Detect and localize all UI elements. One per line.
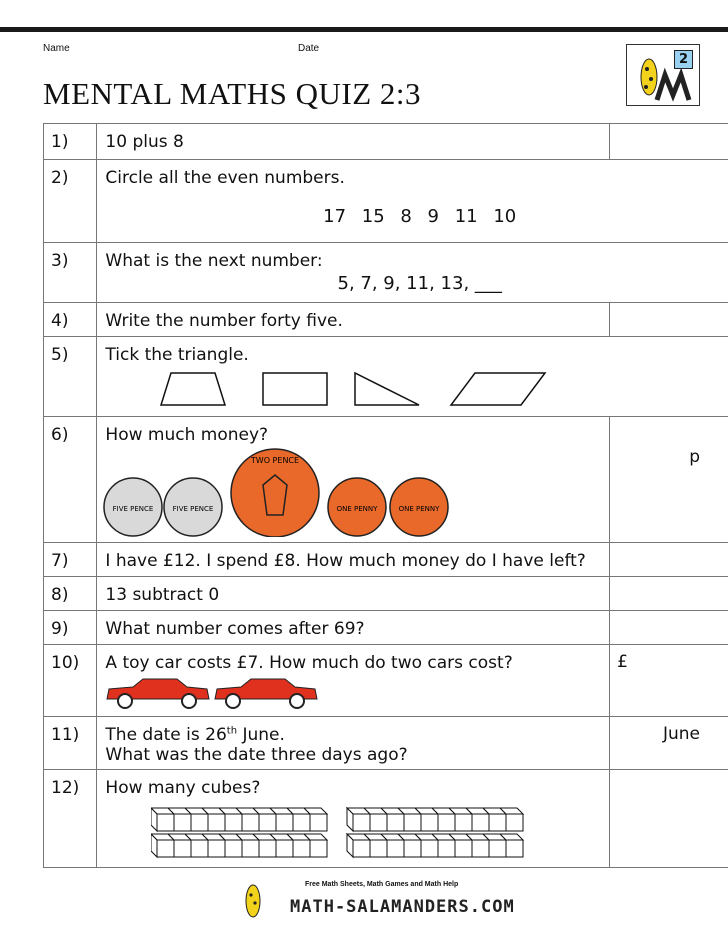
cube: [387, 840, 404, 857]
date-label: Date: [298, 43, 320, 54]
question-number: 12): [44, 770, 97, 868]
question-text: The date is 26th June.: [105, 725, 285, 745]
cube: [225, 840, 242, 857]
question-number: 1): [44, 124, 97, 160]
cube: [208, 814, 225, 831]
grade-badge: 2: [674, 50, 693, 69]
answer-unit: June: [662, 724, 700, 744]
cube: [353, 840, 370, 857]
page-title: MENTAL MATHS QUIZ 2:3: [43, 76, 421, 111]
answer-box[interactable]: [610, 577, 728, 611]
number-sequence: 5, 7, 9, 11, 13, ___: [337, 273, 502, 294]
question-text: I have £12. I spend £8. How much money do I have left?: [97, 543, 610, 577]
question-row: [44, 611, 728, 645]
coin-five-pence: [104, 478, 162, 536]
footer-logo: [235, 875, 515, 923]
quiz-table: [43, 123, 728, 868]
question-number: 4): [44, 303, 97, 337]
answer-box[interactable]: [610, 543, 728, 577]
question-row: [44, 303, 728, 337]
question-text: What is the next number:: [105, 251, 323, 271]
cube: [276, 840, 293, 857]
question-number: 3): [44, 243, 97, 303]
cube: [472, 814, 489, 831]
cube: [157, 814, 174, 831]
cars-row: [103, 675, 333, 711]
cube: [421, 840, 438, 857]
answer-unit: p: [689, 447, 700, 467]
question-text: How many cubes?: [105, 778, 261, 798]
cube: [225, 814, 242, 831]
top-rule: [0, 27, 728, 32]
toy-car: [107, 679, 209, 708]
question-text: Tick the triangle.: [105, 345, 249, 365]
question-text: 10 plus 8: [97, 124, 610, 160]
cube: [259, 840, 276, 857]
question-text: Write the number forty five.: [97, 303, 610, 337]
answer-box[interactable]: [610, 417, 728, 543]
cube: [276, 814, 293, 831]
question-row: [44, 417, 728, 543]
question-row: [44, 770, 728, 868]
question-number: 7): [44, 543, 97, 577]
name-label: Name: [43, 43, 70, 54]
coin-five-pence: [164, 478, 222, 536]
cube: [353, 814, 370, 831]
parallelogram-shape[interactable]: [451, 373, 545, 405]
coin-text: ONE PENNY: [399, 505, 440, 513]
cube: [259, 814, 276, 831]
cube: [387, 814, 404, 831]
footer-tagline: Free Math Sheets, Math Games and Math Help: [305, 881, 459, 888]
cube: [506, 840, 523, 857]
answer-box[interactable]: [610, 717, 728, 770]
question-row: [44, 337, 728, 417]
answer-box[interactable]: [610, 770, 728, 868]
footer-brand: MATH-SALAMANDERS.COM: [290, 897, 515, 917]
question-text-2: What was the date three days ago?: [105, 745, 408, 765]
cube: [455, 814, 472, 831]
cube: [242, 814, 259, 831]
coin-text: ONE PENNY: [337, 505, 378, 513]
question-text: 13 subtract 0: [97, 577, 610, 611]
question-row: [44, 243, 728, 303]
question-number: 10): [44, 645, 97, 717]
salamander-logo: [626, 44, 700, 106]
cube: [310, 814, 327, 831]
cube: [174, 814, 191, 831]
shapes-row: [155, 369, 575, 411]
rectangle-shape[interactable]: [263, 373, 327, 405]
question-text: What number comes after 69?: [97, 611, 610, 645]
question-number: 9): [44, 611, 97, 645]
cube-rod: [151, 808, 327, 831]
question-number: 6): [44, 417, 97, 543]
cube: [370, 840, 387, 857]
answer-unit: £: [617, 652, 628, 672]
coin-one-penny: [328, 478, 386, 536]
answer-box[interactable]: [610, 645, 728, 717]
salamander-icon: [235, 875, 275, 923]
cube: [404, 840, 421, 857]
cube: [438, 814, 455, 831]
cube: [455, 840, 472, 857]
even-numbers-list: 17 15 8 9 11 10: [323, 206, 517, 227]
answer-box[interactable]: [610, 124, 728, 160]
coin-text: FIVE PENCE: [113, 505, 154, 513]
cube: [174, 840, 191, 857]
cube: [191, 840, 208, 857]
cube: [242, 840, 259, 857]
cube: [310, 840, 327, 857]
coins-row: [103, 445, 463, 537]
cube: [208, 840, 225, 857]
question-number: 5): [44, 337, 97, 417]
coin-two-pence: [231, 449, 319, 537]
coin-text: FIVE PENCE: [173, 505, 214, 513]
cube: [489, 840, 506, 857]
cube: [404, 814, 421, 831]
question-number: 11): [44, 717, 97, 770]
question-text: A toy car costs £7. How much do two cars cost?: [105, 653, 513, 673]
question-number: 2): [44, 160, 97, 243]
coin-one-penny: [390, 478, 448, 536]
cube-rod: [151, 834, 327, 857]
question-row: [44, 577, 728, 611]
cube: [370, 814, 387, 831]
question-row: [44, 160, 728, 243]
answer-box[interactable]: [610, 611, 728, 645]
question-row: [44, 717, 728, 770]
cube: [506, 814, 523, 831]
cube: [438, 840, 455, 857]
cube: [293, 814, 310, 831]
cube-rod: [347, 834, 523, 857]
question-number: 8): [44, 577, 97, 611]
cube: [472, 840, 489, 857]
cube: [293, 840, 310, 857]
question-row: [44, 645, 728, 717]
triangle-shape[interactable]: [355, 373, 419, 405]
question-text: How much money?: [105, 425, 269, 445]
cube: [489, 814, 506, 831]
cube: [157, 840, 174, 857]
cube: [191, 814, 208, 831]
cube-rod: [347, 808, 523, 831]
question-row: [44, 543, 728, 577]
toy-car: [215, 679, 317, 708]
answer-box[interactable]: [610, 303, 728, 337]
coin-text: TWO PENCE: [251, 456, 300, 465]
question-text: Circle all the even numbers.: [105, 168, 345, 188]
cube-rods: [151, 802, 571, 862]
cube: [421, 814, 438, 831]
question-row: [44, 124, 728, 160]
trapezoid-shape[interactable]: [161, 373, 225, 405]
